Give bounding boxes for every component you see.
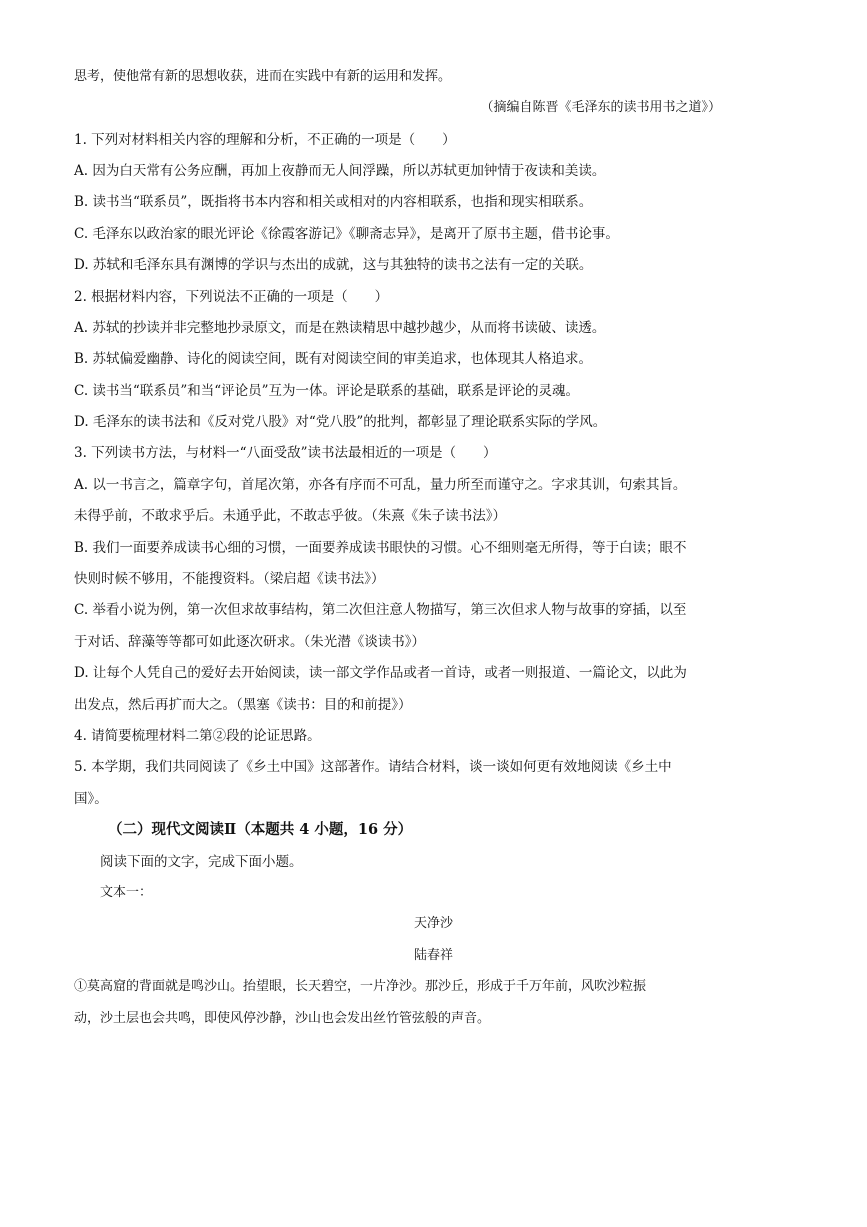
question-3-option-a-cont: 未得乎前，不敢求乎后。未通乎此，不敢志乎彼。（朱熹《朱子读书法》）	[74, 508, 506, 524]
passage-author: 陆春祥	[413, 948, 453, 963]
question-2-option-c: C. 读书当“联系员”和当“评论员”互为一体。评论是联系的基础，联系是评论的灵魂。	[74, 383, 580, 399]
instruction-text: 阅读下面的文字，完成下面小题。	[100, 854, 303, 870]
question-2-stem: 2. 根据材料内容，下列说法不正确的一项是（ ）	[74, 289, 389, 305]
passage-paragraph-line: 动，沙土层也会共鸣，即使风停沙静，沙山也会发出丝竹管弦般的声音。	[74, 1011, 491, 1026]
question-2-option-a: A. 苏轼的抄读并非完整地抄录原文，而是在熟读精思中越抄越少，从而将书读破、读透。	[74, 320, 606, 336]
question-1-option-c: C. 毛泽东以政治家的眼光评论《徐霞客游记》《聊斋志异》，是离开了原书主题，借书论事。	[74, 226, 619, 242]
question-5-stem: 5. 本学期，我们共同阅读了《乡土中国》这部著作。请结合材料，谈一谈如何更有效地阅读《乡土中	[74, 759, 672, 775]
question-4-stem: 4. 请简要梳理材料二第②段的论证思路。	[74, 728, 321, 744]
source-citation: （摘编自陈晋《毛泽东的读书用书之道》）	[480, 100, 721, 115]
question-1-option-d: D. 苏轼和毛泽东具有渊博的学识与杰出的成就，这与其独特的读书之法有一定的关联。	[74, 257, 593, 273]
question-3-option-d-cont: 出发点，然后再扩而大之。（黑塞《读书：目的和前提》）	[74, 697, 412, 713]
passage-title: 天净沙	[413, 916, 453, 931]
question-3-stem: 3. 下列读书方法，与材料一“八面受敌”读书法最相近的一项是（ ）	[74, 445, 497, 461]
section-heading: （二）现代文阅读Ⅱ（本题共 4 小题，16 分）	[108, 821, 413, 838]
question-1-stem: 1. 下列对材料相关内容的理解和分析，不正确的一项是（ ）	[74, 132, 456, 148]
question-1-option-b: B. 读书当“联系员”，既指将书本内容和相关或相对的内容相联系，也指和现实相联系。	[74, 194, 593, 210]
question-3-option-b-cont: 快则时候不够用，不能搜资料。（梁启超《读书法》）	[74, 571, 385, 587]
question-2-option-b: B. 苏轼偏爱幽静、诗化的阅读空间，既有对阅读空间的审美追求，也体现其人格追求。	[74, 351, 593, 367]
question-5-stem-cont: 国》。	[74, 791, 108, 807]
question-3-option-a: A. 以一书言之，篇章字句，首尾次第，亦各有序而不可乱，量力所至而谨守之。字求其训，句索其旨。	[74, 477, 687, 493]
passage-paragraph-line: ①莫高窟的背面就是鸣沙山。抬望眼，长天碧空，一片净沙。那沙丘，形成于千万年前，风吹沙粒振	[74, 979, 647, 994]
question-2-option-d: D. 毛泽东的读书法和《反对党八股》对“党八股”的批判，都彰显了理论联系实际的学风。	[74, 414, 607, 430]
question-3-option-c: C. 举看小说为例，第一次但求故事结构，第二次但注意人物描写，第三次但求人物与故事的穿插，以至	[74, 602, 687, 618]
question-3-option-c-cont: 于对话、辞藻等等都可如此逐次研求。（朱光潜《谈读书》）	[74, 634, 425, 650]
passage-text-line: 思考，使他常有新的思想收获，进而在实践中有新的运用和发挥。	[74, 69, 452, 84]
question-3-option-d: D. 让每个人凭自己的爱好去开始阅读，读一部文学作品或者一首诗，或者一则报道、一篇论文，以此为	[74, 665, 687, 681]
question-1-option-a: A. 因为白天常有公务应酬，再加上夜静而无人间浮躁，所以苏轼更加钟情于夜读和美读。	[74, 163, 606, 179]
question-3-option-b: B. 我们一面要养成读书心细的习惯，一面要养成读书眼快的习惯。心不细则毫无所得，等于白读；眼不	[74, 540, 687, 556]
text-one-label: 文本一：	[100, 885, 153, 900]
